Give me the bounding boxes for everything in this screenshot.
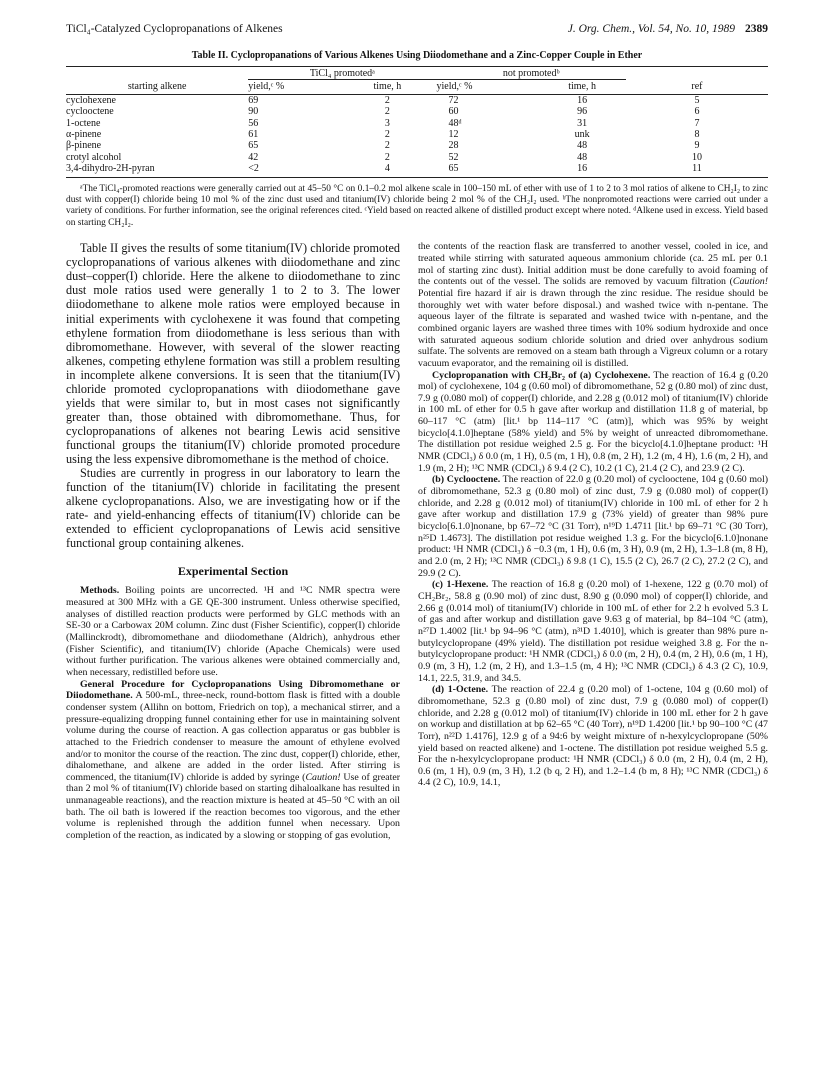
cell-yield-not-promoted: 12 (448, 129, 459, 141)
cell-time-promoted: 3 (384, 117, 390, 129)
cell-time-not-promoted: 48 (577, 151, 588, 163)
cell-yield-promoted: <2 (248, 163, 338, 177)
run-in-heading: Cyclopropanation with CH₂Br₂ of (a) Cyclohexene. (432, 369, 651, 381)
caution-text: Caution! (305, 771, 341, 783)
table-row (66, 94, 768, 106)
cell-ref: 8 (694, 129, 700, 141)
cell-alkene: 3,4-dihydro-2H-pyran (66, 163, 248, 177)
table-row (66, 118, 768, 129)
run-in-heading: (c) 1-Hexene. (432, 579, 489, 591)
cell-time-promoted: 2 (384, 106, 390, 118)
left-column (66, 241, 400, 841)
col-starting-alkene: starting alkene (66, 80, 248, 94)
cell-ref: 10 (691, 151, 702, 163)
run-in-heading: Methods. (80, 585, 120, 597)
cell-yield-promoted: 61 (248, 129, 259, 141)
cell-yield-promoted: 42 (248, 151, 259, 163)
body-columns (66, 241, 768, 841)
cell-yield-promoted: 69 (248, 94, 259, 106)
results-table (66, 66, 768, 178)
cell-ref: 6 (694, 106, 700, 118)
table-row (66, 152, 768, 163)
running-header (66, 22, 768, 36)
paragraph-results: Table II gives the results of some titanium(IV) chloride promoted cyclopropanations of various alkenes with diiodomethane and zinc dust–copper(I) chloride. Here the alkene to diiodomethane to zinc dust mole ratios used were generally 1 to 2 to 3. The lower diiodomethane to alkene mole ratios were employed because in initial experiments with cyclohexene it was found that competing ethylene formation from diiodomethane is less serious than with dibromomethane. However, with several of the slower reacting alkenes, competing ethylene formation was still a problem resulting in incomplete alkene conversions. It is seen that the titanium(IV) chloride promoted cyclopropanations with diiodomethane gave yields that were similar to, but in most cases not significantly greater than, those obtained with dibromomethane. Thus, for cyclopropanations of alkenes not bearing Lewis acid sensitive functional groups the titanium(IV) chloride promoted procedure using the less expensive dibromomethane is the method of choice. (66, 241, 400, 466)
paragraph-general-procedure: General Procedure for Cyclopropanations Using Dibromomethane or Diiodomethane. A 500-mL, three-neck, round-bottom flask is fitted with a double condenser system (Allihn on bottom, Friedrich on top), a mechanical stirrer, and a pressure-equalizing dropping funnel containing ether for use in maintaining solvent volume during the course of reaction. A gas collection apparatus or gas bubbler is attached to the Friedrich condenser to measure the amount of ethylene evolved and/or to monitor the course of the reaction. The zinc dust, copper(I) chloride, ether, dihalomethane, and alkene are added in the order listed. After stirring is commenced, the titanium(IV) chloride is added by syringe (Caution! Use of greater than 2 mol % of titanium(IV) chloride based on starting dihaloalkane has resulted in unmanageable reactions), and the reaction mixture is heated at 45–50 °C with an oil bath. The oil bath is lowered if the reaction becomes too vigorous, and the ether volume is replenished through the addition funnel when necessary. Upon completion of the reaction, as indicated by a slowing or stopping of gas evolution, (66, 678, 400, 842)
cell-alkene: 1-octene (66, 117, 101, 129)
cell-time-promoted: 2 (384, 94, 390, 106)
col-yield-not-promoted: yield,ᶜ % (437, 80, 539, 94)
table-title: Table II. Cyclopropanations of Various Alkenes Using Diiodomethane and a Zinc-Copper Couple in Ether (191, 50, 643, 61)
cell-ref: 9 (694, 140, 700, 152)
col-yield-promoted: yield,ᶜ % (248, 80, 338, 94)
cell-ref: 7 (694, 117, 700, 129)
cell-time-not-promoted: 16 (538, 163, 626, 177)
caution-text: Caution! (732, 276, 768, 288)
run-in-heading: (b) Cyclooctene. (432, 474, 501, 486)
cell-time-not-promoted: 16 (577, 94, 588, 106)
cell-time-not-promoted: 31 (577, 117, 588, 129)
table-column-header (66, 80, 768, 94)
journal-citation (568, 22, 768, 36)
cell-alkene: cyclooctene (66, 106, 114, 118)
paragraph-methods: Methods. Boiling points are uncorrected. ¹H and ¹³C NMR spectra were measured at 300 MHz with a GE QE-300 instrument. Unless otherwise specified, analyses of distilled reaction products were performed by GLC methods with an SE-30 or a Carbowax 20M column. Zinc dust (Fisher Scientific), copper(I) chloride (Mallinckrodt), dibromomethane and diiodomethane (Aldrich), anhydrous ether (Fisher Scientific), and titanium(IV) chloride (Apache Chemicals) were used without further purification. The various alkenes were obtained commercially and, when necessary, redistilled before use. (66, 585, 400, 678)
col-time-promoted: time, h (338, 80, 436, 94)
cell-time-promoted: 2 (384, 129, 390, 141)
cell-time-promoted: 2 (384, 151, 390, 163)
cell-yield-not-promoted: 65 (437, 163, 539, 177)
run-in-heading: General Procedure for Cyclopropanations Using Dibromomethane or Diiodomethane. (66, 678, 400, 702)
cell-yield-not-promoted: 60 (448, 106, 459, 118)
table-footnotes: ᵃThe TiCl₄-promoted reactions were generally carried out at 45–50 °C on 0.1–0.2 mol alkene scale in 100–150 mL of ether with use of 1 to 2 to 3 mol ratios of alkene to CH₂I₂ to zinc dust with copper(I) chloride being 10 mol % of the zinc dust used and titanium(IV) chloride being 2 mol % of the CH₂I₂ used. ᵇThe nonpromoted reactions were carried out under a variety of conditions. For further information, see the original references cited. ᶜYield based on reacted alkene of distilled product except where noted. ᵈAlkene used in excess. Yield based on starting CH₂I₂. (66, 183, 768, 228)
cell-yield-promoted: 90 (248, 106, 259, 118)
cell-yield-not-promoted: 72 (448, 94, 459, 106)
cell-yield-promoted: 56 (248, 117, 259, 129)
table-group-header (66, 67, 768, 80)
paragraph-cyclooctene: (b) Cyclooctene. The reaction of 22.0 g (0.20 mol) of cyclooctene, 104 g (0.60 mol) of dibromomethane, 52.3 g (0.80 mol) of zinc dust, 7.9 g (0.080 mol) of copper(I) chloride, and 2.28 g (0.012 mol) of titanium(IV) chloride in 100 mL of ether for 2 h gave after workup and distillation 17.9 g (73% yield) of greater than 98% pure bicyclo[6.1.0]nonane, bp 67–72 °C (31 Torr), n¹⁹D 1.4711 [lit.¹ bp 69–71 °C (30 Torr), n²⁵D 1.4673]. The distillation pot residue weighed 1.3 g. For the bicyclo[6.1.0]nonane product: ¹H NMR (CDCl₃) δ −0.3 (m, 1 H), 0.6 (m, 3 H), 0.9 (m, 2 H), 1.3–1.8 (m, 8 H), and 2.0 (m, 2 H); ¹³C NMR (CDCl₃) δ 9.8 (1 C), 15.5 (2 C), 26.7 (2 C), 27.2 (2 C), and 29.9 (2 C). (418, 474, 768, 579)
table-row (66, 106, 768, 117)
section-title: Experimental Section (177, 564, 289, 579)
experimental-text (66, 585, 400, 841)
cell-yield-not-promoted: 48ᵈ (448, 117, 462, 129)
cell-alkene: cyclohexene (66, 94, 116, 106)
col-ref: ref (626, 80, 768, 94)
paragraph-1-hexene: (c) 1-Hexene. The reaction of 16.8 g (0.20 mol) of 1-hexene, 122 g (0.70 mol) of CH₂Br₂, 58.8 g (0.90 mol) of zinc dust, 8.90 g (0.090 mol) of copper(I) chloride, and 2.66 g (0.014 mol) of titanium(IV) chloride in 100 mL of ether for 2.2 h evolved 5.3 L of gas and after workup and distillation gave 9.63 g of material, bp 84–104 °C (atm), n²⁷D 1.4002 [lit.¹ bp 94–96 °C (atm), n³¹D 1.4010], which is greater than 98% pure n-butylcyclopropane (49% yield). The distillation pot residue weighed 3.8 g. For the n-butylcyclopropane product: ¹H NMR (CDCl₃) δ 0.0 (m, 2 H), 0.4 (m, 2 H), 0.6 (m, 1 H), 0.9 (m, 3 H), 1.2 (m, 2 H), and 1.3–1.5 (m, 4 H); ¹³C NMR (CDCl₃) δ 4.3 (2 C), 10.9, 14.1, 22.5, 31.9, and 34.5. (418, 579, 768, 684)
cell-yield-not-promoted: 52 (448, 151, 459, 163)
paragraph-workup: the contents of the reaction flask are transferred to another vessel, cooled in ice, and treated while stirring with saturated aqueous ammonium chloride (ca. 25 mL per 0.1 mol of starting zinc dust). Initial addition must be done carefully to avoid foaming of the contents out of the vessel. The solids are removed by vacuum filtration (Caution! Potential fire hazard if air is drawn through the zinc residue. The residue should be thoroughly wet with water before disposal.) and washed twice with n-pentane. The aqueous layer of the filtrate is separated and washed twice with n-pentane, and the combined organic layers are washed three times with 10% sodium hydroxide and once with saturated aqueous sodium chloride solution and dried over anhydrous sodium sulfate. The solvents are removed on a steam bath through a Vigreux column or a rotary vacuum evaporator, and the remaining oil is distilled. (418, 241, 768, 369)
cell-time-not-promoted: unk (574, 129, 590, 141)
table-row (66, 129, 768, 140)
col-time-not-promoted: time, h (538, 80, 626, 94)
journal-name: J. Org. Chem., Vol. 54, No. 10, 1989 (567, 23, 735, 35)
cell-alkene: crotyl alcohol (66, 151, 122, 163)
paragraph-1-octene: (d) 1-Octene. The reaction of 22.4 g (0.20 mol) of 1-octene, 104 g (0.60 mol) of dibromomethane, 52.3 g (0.80 mol) of zinc dust, 7.9 g (0.080 mol) of copper(I) chloride, and 2.28 g (0.012 mol) of titanium(IV) chloride in 100 mL ether for 2 h gave on workup and distillation at bp 62–65 °C (40 Torr), n¹⁹D 1.4200 [lit.¹ bp 90–100 °C (47 Torr), n²²D 1.4176], 12.9 g of a 94:6 by weight mixture of n-hexylcyclopropane (50% yield based on reacted alkene) and 1-octene. The distillation pot residue weighed 5.5 g. For the n-hexylcyclopropane product: ¹H NMR (CDCl₃) δ 0.0 (m, 2 H), 0.4 (m, 2 H), 0.6 (m, 1 H), 0.9 (m, 3 H), 1.2 (b q, 2 H), and 1.2–1.4 (b m, 8 H); ¹³C NMR (CDCl₃) δ 4.4 (2 C), 10.9, 14.1, (418, 684, 769, 789)
cell-alkene: α-pinene (66, 129, 102, 141)
table-row (66, 140, 768, 151)
table-row (66, 163, 768, 177)
running-title: TiCl₄-Catalyzed Cyclopropanations of Alkenes (66, 23, 283, 35)
cell-ref: 5 (694, 94, 700, 106)
cell-time-promoted: 2 (384, 140, 390, 152)
cell-ref: 11 (626, 163, 768, 177)
cell-yield-promoted: 65 (248, 140, 259, 152)
group-ticl4-promoted: TiCl₄ promotedᵃ (248, 67, 436, 80)
cell-alkene: β-pinene (66, 140, 102, 152)
cell-time-not-promoted: 48 (577, 140, 588, 152)
run-in-heading: (d) 1-Octene. (432, 684, 489, 696)
group-not-promoted: not promotedᵇ (437, 67, 626, 80)
cell-yield-not-promoted: 28 (448, 140, 459, 152)
paragraph-studies: Studies are currently in progress in our laboratory to learn the function of the titanium(IV) chloride in facilitating the present alkene cyclopropanations. Also, we are investigating how or if the rate- and yield-enhancing effects of titanium(IV) chloride can be extended to efficient cyclopropanations of Lewis acid sensitive functional group containing alkenes. (66, 466, 400, 551)
page-number: 2389 (745, 23, 768, 35)
cell-time-promoted: 4 (338, 163, 436, 177)
cell-time-not-promoted: 96 (577, 106, 588, 118)
right-column (418, 241, 768, 841)
paragraph-cyclohexene: Cyclopropanation with CH₂Br₂ of (a) Cyclohexene. The reaction of 16.4 g (0.20 mol) of cyclohexene, 104 g (0.60 mol) of dibromomethane, 52 g (0.80 mol) of zinc dust, 7.9 g (0.080 mol) of copper(I) chloride, and 2.28 g (0.012 mol) of titanium(IV) chloride in 100 mL of ether for 0.5 h gave after workup and distillation 11.8 g of material, bp 60–117 °C (atm) [lit.¹ bp 114–117 °C (atm)], which was 95% by weight bicyclo[4.1.0]heptane (58% yield) and 5% by weight of unreacted dibromomethane. The distillation pot residue weighed 2.5 g. For the bicyclo[4.1.0]heptane product: ¹H NMR (CDCl₃) δ 0.0 (m, 1 H), 0.5 (m, 1 H), 0.8 (m, 2 H), 1.2 (m, 4 H), 1.6 (m, 2 H), and 1.9 (m, 2 H); ¹³C NMR (CDCl₃) δ 9.4 (2 C), 10.2 (1 C), 21.4 (2 C), and 23.9 (2 C). (418, 369, 769, 474)
